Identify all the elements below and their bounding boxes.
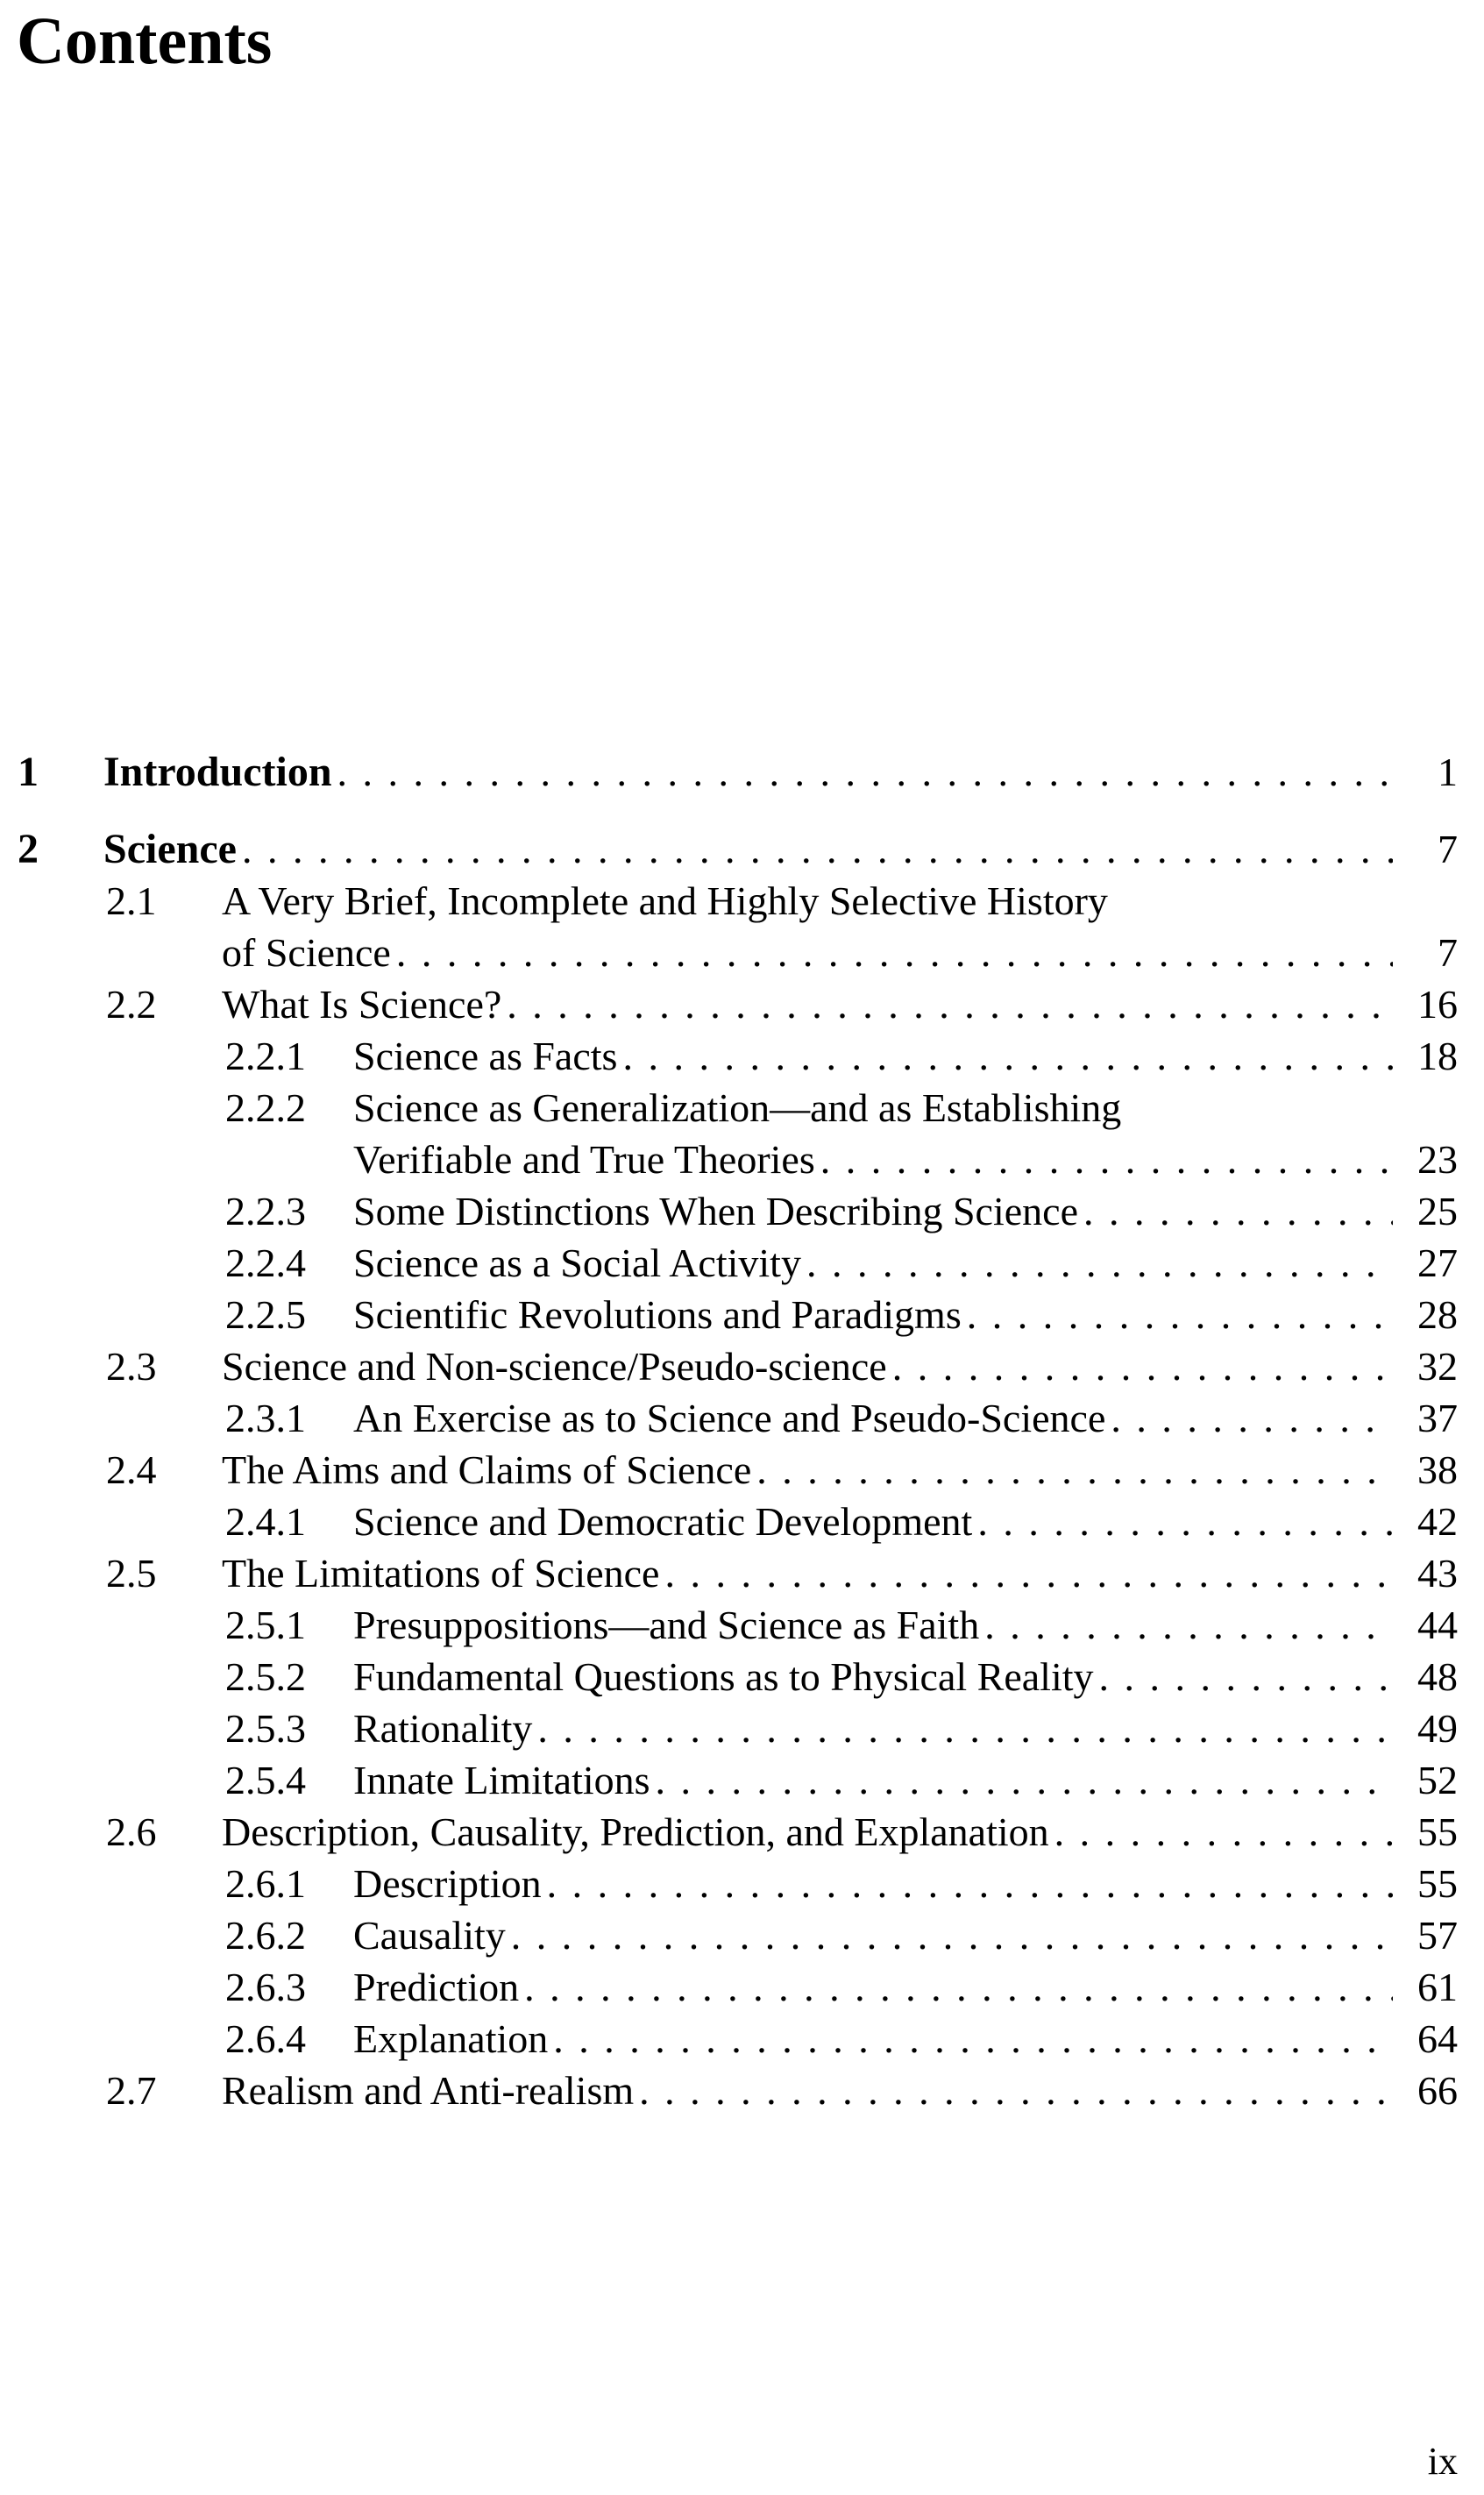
toc-entry-page: 55 (1417, 1861, 1458, 1906)
toc-leader-dots (548, 2013, 1393, 2065)
toc-entry-body (353, 1858, 1458, 1909)
toc-entry (0, 1185, 1458, 1237)
toc-leader-dots (962, 1289, 1393, 1340)
toc-entry-page: 57 (1417, 1913, 1458, 1958)
toc-entry (0, 1754, 1458, 1806)
toc-entry-number: 2.5.3 (225, 1706, 306, 1751)
toc-leader-dots (532, 1702, 1393, 1754)
toc-entry-title: Description, Causality, Prediction, and Explanation (222, 1809, 1049, 1854)
toc-entry-number: 2.1 (106, 878, 157, 923)
toc-entry-title: The Aims and Claims of Science (222, 1447, 752, 1492)
toc-entry-page: 7 (1438, 827, 1458, 871)
toc-entry-body (222, 875, 1458, 978)
toc-entry-number: 2.2.5 (225, 1292, 306, 1337)
toc-entry-title: Science as Facts (353, 1034, 618, 1078)
toc-leader-dots (506, 1909, 1393, 1961)
toc-entry-title: Causality (353, 1913, 506, 1958)
toc-entry-number: 2.2.1 (225, 1034, 306, 1078)
toc-entry (0, 875, 1458, 978)
toc-entry-page: 25 (1417, 1189, 1458, 1233)
toc-entry-number: 2.2.2 (225, 1085, 306, 1130)
toc-leader-dots (659, 1547, 1393, 1599)
toc-entry-page: 32 (1417, 1344, 1458, 1389)
toc-entry (0, 1444, 1458, 1496)
toc-entry-title: A Very Brief, Incomplete and Highly Selective History (222, 878, 1108, 923)
toc-leader-dots (1078, 1185, 1393, 1237)
toc-leader-dots (519, 1961, 1393, 2013)
toc-entry-body (353, 1392, 1458, 1444)
toc-entry-title: Science and Democratic Development (353, 1499, 973, 1544)
toc-entry-body (103, 823, 1458, 875)
toc-entry-body (103, 746, 1458, 798)
toc-entry-title: Science as Generalization—and as Establishing (353, 1085, 1122, 1130)
toc-entry-number: 2 (18, 826, 39, 872)
toc-entry-page: 44 (1417, 1603, 1458, 1647)
toc-entry-body (222, 1806, 1458, 1858)
toc-entry-page: 66 (1417, 2068, 1458, 2113)
toc-entry-title: Some Distinctions When Describing Science (353, 1189, 1078, 1233)
toc-entry (0, 1909, 1458, 1961)
toc-entry-number: 2.6.4 (225, 2016, 306, 2061)
toc-entry-page: 42 (1417, 1499, 1458, 1544)
toc-entry-title: Presuppositions—and Science as Faith (353, 1603, 980, 1647)
toc-entry (0, 1340, 1458, 1392)
toc-entry-title: Prediction (353, 1965, 520, 2009)
toc-entry-title: Innate Limitations (353, 1758, 650, 1802)
toc-entry-body (353, 1237, 1458, 1289)
toc-entry-page: 18 (1417, 1034, 1458, 1078)
toc-entry-page: 16 (1417, 982, 1458, 1027)
toc-entry (0, 1702, 1458, 1754)
toc-entry (0, 2065, 1458, 2116)
toc-entry-page: 61 (1417, 1965, 1458, 2009)
toc-entry-body (222, 978, 1458, 1030)
toc-entry-body (222, 1340, 1458, 1392)
toc-entry-number: 2.5.1 (225, 1603, 306, 1647)
toc-entry-title: Description (353, 1861, 542, 1906)
toc-leader-dots (751, 1444, 1393, 1496)
toc-entry (0, 1651, 1458, 1702)
toc-leader-dots (972, 1496, 1393, 1547)
toc-entry-page: 28 (1417, 1292, 1458, 1337)
toc-entry (0, 1547, 1458, 1599)
toc-entry (0, 1237, 1458, 1289)
toc-leader-dots (391, 927, 1393, 978)
toc-entry-number: 2.5.4 (225, 1758, 306, 1802)
toc-leader-dots (801, 1237, 1393, 1289)
page-number-footer: ix (1427, 2440, 1458, 2483)
toc-entry-page: 7 (1438, 930, 1458, 975)
toc-entry-number: 2.7 (106, 2068, 157, 2113)
toc-leader-dots (501, 978, 1393, 1030)
toc-entry-title: Science as a Social Activity (353, 1240, 801, 1285)
page-title: Contents (17, 4, 273, 78)
toc-entry-number: 2.5 (106, 1551, 157, 1596)
toc-entry-title-continuation: of Science (222, 930, 391, 975)
toc-entry-page: 64 (1417, 2016, 1458, 2061)
toc-entry-title: Rationality (353, 1706, 533, 1751)
toc-leader-dots (1049, 1806, 1393, 1858)
toc-leader-dots (979, 1599, 1393, 1651)
toc-entry (0, 1806, 1458, 1858)
toc-entry-page: 52 (1417, 1758, 1458, 1802)
toc-entry-number: 2.6.1 (225, 1861, 306, 1906)
toc-entry-title: Explanation (353, 2016, 549, 2061)
toc-entry-body (353, 1702, 1458, 1754)
toc-entry-page: 43 (1417, 1551, 1458, 1596)
toc-leader-dots (1105, 1392, 1393, 1444)
toc-entry (0, 2013, 1458, 2065)
toc-leader-dots (542, 1858, 1393, 1909)
toc-entry-body (353, 1289, 1458, 1340)
toc-entry-page: 48 (1417, 1654, 1458, 1699)
toc-entry-number: 2.6.3 (225, 1965, 306, 2009)
toc-entry-number: 2.3 (106, 1344, 157, 1389)
toc-entry-body (353, 1496, 1458, 1547)
toc-entry-body (222, 2065, 1458, 2116)
toc-entry-number: 2.3.1 (225, 1396, 306, 1440)
toc-entry-number: 2.2.3 (225, 1189, 306, 1233)
toc-entry-number: 2.4.1 (225, 1499, 306, 1544)
toc-entry-body (353, 1754, 1458, 1806)
toc-entry-title: What Is Science? (222, 982, 502, 1027)
toc-entry-number: 2.6 (106, 1809, 157, 1854)
toc-entry-number: 2.2.4 (225, 1240, 306, 1285)
toc-entry-body (222, 1444, 1458, 1496)
toc-entry-body (353, 2013, 1458, 2065)
toc-entry (0, 1961, 1458, 2013)
toc-entry (0, 1858, 1458, 1909)
toc-entry-number: 1 (18, 749, 39, 795)
toc-entry-body (353, 1185, 1458, 1237)
toc-entry-number: 2.6.2 (225, 1913, 306, 1958)
toc-entry-title: Introduction (103, 749, 332, 795)
toc-entry-title: Science (103, 826, 237, 872)
toc-entry (0, 978, 1458, 1030)
toc-leader-dots (1094, 1651, 1393, 1702)
toc-entry (0, 746, 1458, 798)
toc-entry-page: 37 (1417, 1396, 1458, 1440)
toc-entry-title: The Limitations of Science (222, 1551, 660, 1596)
toc-leader-dots (237, 823, 1393, 875)
toc-entry-page: 27 (1417, 1240, 1458, 1285)
toc-entry-body (222, 1547, 1458, 1599)
toc-leader-dots (617, 1030, 1393, 1082)
toc-leader-dots (887, 1340, 1393, 1392)
toc-entry-title: Realism and Anti-realism (222, 2068, 635, 2113)
toc-entry-body (353, 1082, 1458, 1185)
toc-entry-page: 23 (1417, 1137, 1458, 1182)
toc-entry-body (353, 1651, 1458, 1702)
toc-entry (0, 1030, 1458, 1082)
toc-entry-title-continuation: Verifiable and True Theories (353, 1137, 815, 1182)
toc-entry-page: 55 (1417, 1809, 1458, 1854)
toc-entry (0, 1496, 1458, 1547)
toc-leader-dots (815, 1134, 1393, 1185)
toc-entry-page: 38 (1417, 1447, 1458, 1492)
toc-entry-title: Scientific Revolutions and Paradigms (353, 1292, 962, 1337)
toc-entry-number: 2.2 (106, 982, 157, 1027)
toc-entry-body (353, 1961, 1458, 2013)
toc-list (0, 746, 1458, 2116)
toc-entry-title: An Exercise as to Science and Pseudo-Science (353, 1396, 1106, 1440)
toc-entry (0, 1599, 1458, 1651)
toc-entry-page: 49 (1417, 1706, 1458, 1751)
toc-entry-page: 1 (1438, 750, 1458, 794)
toc-entry-body (353, 1599, 1458, 1651)
toc-entry-number: 2.4 (106, 1447, 157, 1492)
toc-entry (0, 1289, 1458, 1340)
toc-entry-body (353, 1909, 1458, 1961)
toc-entry (0, 823, 1458, 875)
toc-entry-number: 2.5.2 (225, 1654, 306, 1699)
toc-leader-dots (650, 1754, 1393, 1806)
toc-entry (0, 1082, 1458, 1185)
toc-entry (0, 1392, 1458, 1444)
toc-entry-title: Science and Non-science/Pseudo-science (222, 1344, 887, 1389)
toc-entry-body (353, 1030, 1458, 1082)
toc-leader-dots (634, 2065, 1393, 2116)
toc-entry-title: Fundamental Questions as to Physical Reality (353, 1654, 1094, 1699)
toc-leader-dots (332, 746, 1393, 798)
